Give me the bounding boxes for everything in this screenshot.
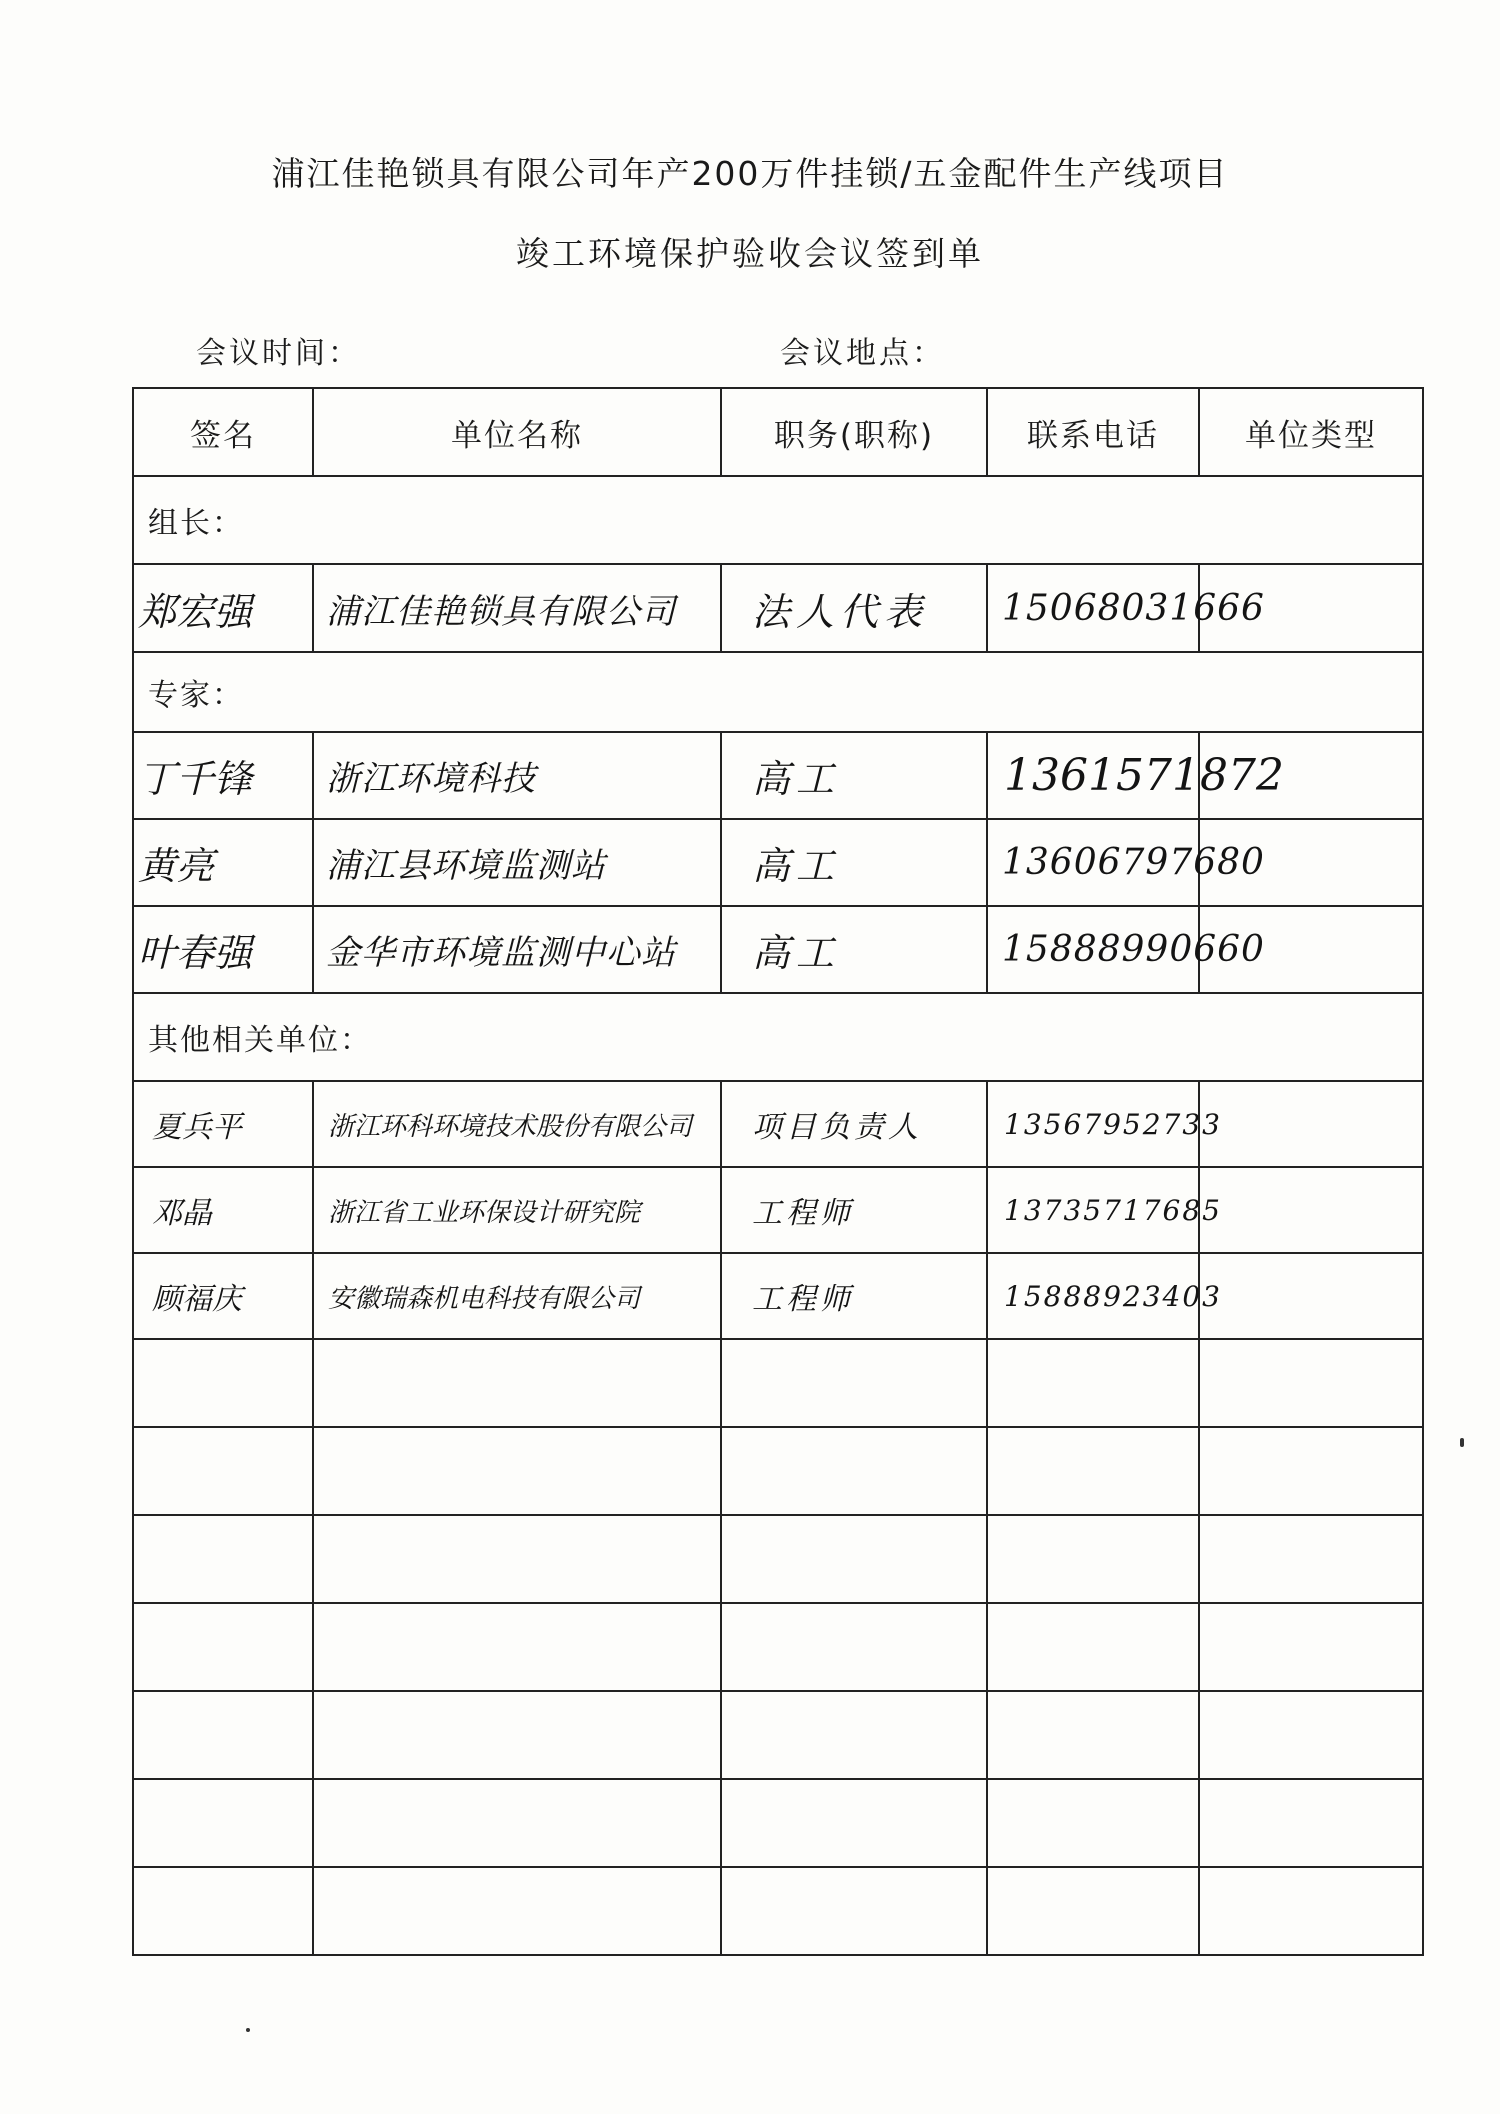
signature-cell bbox=[133, 1253, 313, 1339]
empty-row bbox=[133, 1427, 1423, 1515]
empty-row bbox=[133, 1339, 1423, 1427]
unit-cell bbox=[313, 564, 721, 652]
header-signature: 签名 bbox=[133, 388, 313, 476]
phone-cell bbox=[987, 819, 1265, 906]
table-row bbox=[133, 564, 1423, 652]
unit-cell bbox=[313, 819, 721, 906]
phone-cell bbox=[987, 1253, 1222, 1339]
position-cell bbox=[721, 1167, 987, 1253]
table-row bbox=[133, 1081, 1423, 1167]
position-cell bbox=[721, 1253, 987, 1339]
handwritten-position: 工程师 bbox=[752, 1282, 854, 1317]
handwritten-unit: 浦江佳艳锁具有限公司 bbox=[326, 591, 676, 632]
section-experts-row bbox=[133, 652, 1423, 732]
table-row bbox=[133, 732, 1423, 819]
handwritten-phone: 1361571872 bbox=[1004, 750, 1284, 801]
table-row bbox=[133, 1253, 1423, 1339]
header-unit-name: 单位名称 bbox=[313, 388, 721, 476]
table-row bbox=[133, 1167, 1423, 1253]
handwritten-position: 工程师 bbox=[752, 1196, 854, 1231]
sign-in-table bbox=[132, 387, 1424, 1956]
scan-speck bbox=[1460, 1438, 1464, 1447]
handwritten-unit: 浙江环科环境技术股份有限公司 bbox=[328, 1111, 693, 1142]
document-title: 浦江佳艳锁具有限公司年产200万件挂锁/五金配件生产线项目 bbox=[271, 154, 1229, 193]
document-subtitle: 竣工环境保护验收会议签到单 bbox=[516, 234, 984, 273]
handwritten-phone: 13735717685 bbox=[1004, 1193, 1222, 1227]
signature-cell bbox=[133, 906, 313, 993]
handwritten-phone: 13567952733 bbox=[1004, 1107, 1222, 1141]
signature-cell bbox=[133, 564, 313, 652]
phone-cell bbox=[987, 906, 1265, 993]
unit-cell bbox=[313, 732, 721, 819]
handwritten-unit: 浙江省工业环保设计研究院 bbox=[328, 1197, 641, 1228]
handwritten-position: 法人代表 bbox=[752, 589, 929, 634]
handwritten-position: 项目负责人 bbox=[752, 1110, 922, 1145]
handwritten-phone: 13606797680 bbox=[1002, 842, 1265, 883]
phone-cell bbox=[987, 1167, 1222, 1253]
unit-cell bbox=[313, 1081, 721, 1167]
handwritten-phone: 15888923403 bbox=[1004, 1279, 1222, 1313]
unit-type-cell bbox=[1199, 1253, 1423, 1339]
header-phone: 联系电话 bbox=[987, 388, 1199, 476]
section-leader-row bbox=[133, 476, 1423, 564]
position-cell bbox=[721, 1081, 987, 1167]
section-leader-label: 组长： bbox=[133, 476, 1423, 564]
position-cell bbox=[721, 819, 987, 906]
unit-type-cell bbox=[1199, 1081, 1423, 1167]
signature-cell bbox=[133, 819, 313, 906]
handwritten-phone: 15068031666 bbox=[1002, 587, 1265, 629]
handwritten-name: 顾福庆 bbox=[152, 1282, 242, 1317]
scan-speck bbox=[246, 2028, 250, 2032]
header-position: 职务(职称) bbox=[721, 388, 987, 476]
empty-row bbox=[133, 1603, 1423, 1691]
signature-cell bbox=[133, 1081, 313, 1167]
meeting-time-label: 会议时间： bbox=[196, 336, 361, 371]
handwritten-position: 高工 bbox=[752, 844, 841, 888]
header-unit-type: 单位类型 bbox=[1199, 388, 1423, 476]
handwritten-name: 黄亮 bbox=[138, 844, 215, 888]
handwritten-unit: 安徽瑞森机电科技有限公司 bbox=[328, 1283, 641, 1314]
handwritten-unit: 浙江环境科技 bbox=[326, 759, 536, 799]
empty-row bbox=[133, 1779, 1423, 1867]
empty-row bbox=[133, 1691, 1423, 1779]
table-header-row bbox=[133, 388, 1423, 476]
handwritten-position: 高工 bbox=[752, 757, 841, 801]
section-experts-label: 专家： bbox=[133, 652, 1423, 732]
phone-cell bbox=[987, 1081, 1222, 1167]
signature-cell bbox=[133, 732, 313, 819]
handwritten-name: 夏兵平 bbox=[152, 1110, 242, 1145]
handwritten-phone: 15888990660 bbox=[1002, 929, 1265, 970]
section-others-label: 其他相关单位： bbox=[133, 993, 1423, 1081]
handwritten-position: 高工 bbox=[752, 931, 841, 975]
handwritten-unit: 浦江县环境监测站 bbox=[326, 846, 606, 886]
signature-cell bbox=[133, 1167, 313, 1253]
position-cell bbox=[721, 732, 987, 819]
section-others-row bbox=[133, 993, 1423, 1081]
handwritten-unit: 金华市环境监测中心站 bbox=[326, 933, 676, 973]
unit-type-cell bbox=[1199, 1167, 1423, 1253]
empty-row bbox=[133, 1867, 1423, 1955]
table-row bbox=[133, 819, 1423, 906]
unit-cell bbox=[313, 1167, 721, 1253]
empty-row bbox=[133, 1515, 1423, 1603]
table-row bbox=[133, 906, 1423, 993]
phone-cell bbox=[987, 732, 1284, 819]
unit-cell bbox=[313, 906, 721, 993]
handwritten-name: 郑宏强 bbox=[138, 589, 253, 634]
handwritten-name: 邓晶 bbox=[152, 1196, 212, 1231]
position-cell bbox=[721, 564, 987, 652]
meeting-place-label: 会议地点： bbox=[780, 336, 945, 371]
position-cell bbox=[721, 906, 987, 993]
handwritten-name: 丁千锋 bbox=[138, 757, 253, 801]
phone-cell bbox=[987, 564, 1265, 652]
unit-cell bbox=[313, 1253, 721, 1339]
handwritten-name: 叶春强 bbox=[138, 931, 253, 975]
